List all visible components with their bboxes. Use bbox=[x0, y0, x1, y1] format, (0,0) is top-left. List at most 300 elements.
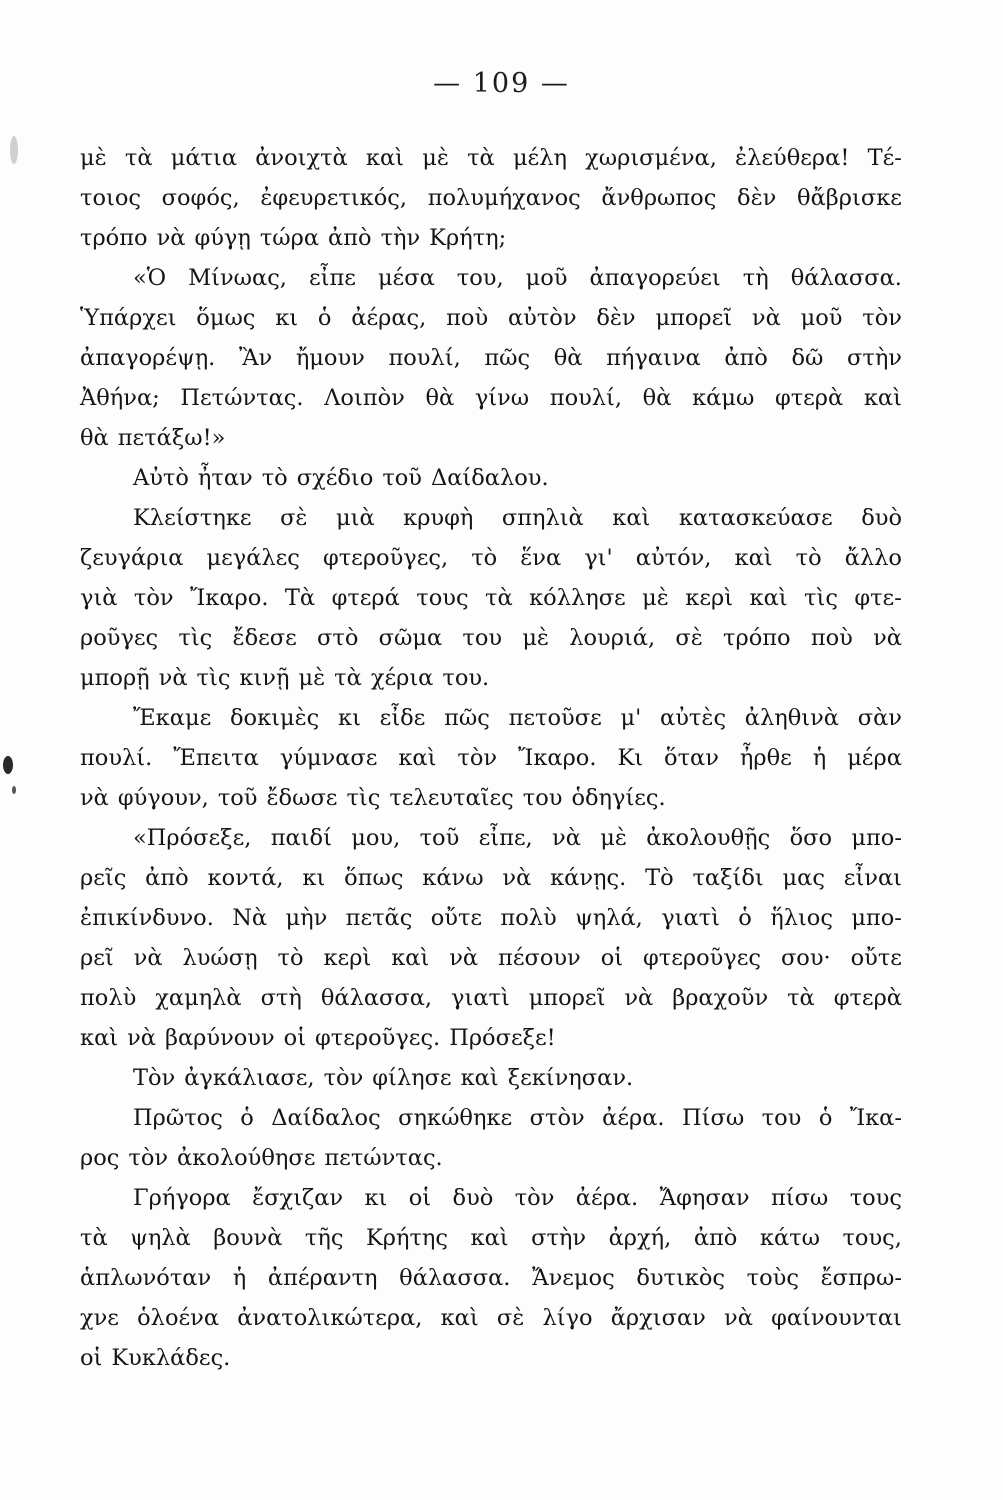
text-line bbox=[80, 1058, 902, 1098]
word: Πρόσεξε! bbox=[449, 1025, 556, 1051]
word: ἀπέραντη bbox=[267, 1265, 378, 1291]
word: λυώσῃ bbox=[182, 945, 258, 971]
word: κρυφὴ bbox=[403, 505, 474, 531]
word: «Ὁ bbox=[133, 265, 167, 291]
word: τὶς bbox=[196, 665, 231, 691]
word: χαμηλὰ bbox=[155, 985, 242, 1011]
word: ὅμως bbox=[196, 305, 256, 331]
word: τους, bbox=[842, 1225, 902, 1251]
word: τὶς bbox=[804, 585, 838, 611]
word: ἀέρας, bbox=[351, 305, 427, 331]
word: τοῦ bbox=[419, 825, 460, 851]
word: κατασκεύασε bbox=[678, 505, 833, 531]
word: καὶ bbox=[365, 145, 405, 171]
word: Κι bbox=[617, 745, 644, 771]
word: μ' bbox=[620, 705, 642, 731]
word: οἱ bbox=[80, 1345, 103, 1371]
word: Ἔπειτα bbox=[173, 745, 259, 771]
word: νὰ bbox=[751, 305, 781, 331]
word: πολὺ bbox=[500, 905, 557, 931]
word: ρος bbox=[80, 1145, 120, 1171]
word: τὶς bbox=[346, 785, 381, 811]
word: τὸν bbox=[128, 1145, 169, 1171]
word: Ἀθήνα; bbox=[80, 385, 160, 411]
text-line bbox=[80, 418, 902, 458]
word: ἀγκάλιασε, bbox=[184, 1065, 315, 1091]
word: καὶ bbox=[80, 1025, 119, 1051]
word: χνε bbox=[80, 1305, 119, 1331]
word: σῶμα bbox=[378, 625, 443, 651]
text-line bbox=[80, 178, 902, 218]
word: ἕνα bbox=[520, 545, 562, 571]
word: οἱ bbox=[283, 1025, 307, 1051]
word: ἡ bbox=[232, 1265, 247, 1291]
word: ψηλά, bbox=[575, 905, 643, 931]
word: Κυκλάδες. bbox=[111, 1345, 231, 1371]
word: βουνὰ bbox=[213, 1225, 283, 1251]
word: ἄλλο bbox=[844, 545, 902, 571]
word: καὶ bbox=[470, 1225, 509, 1251]
text-line bbox=[80, 298, 902, 338]
word: καὶ bbox=[398, 745, 437, 771]
text-line bbox=[80, 658, 902, 698]
word: ἐπικίνδυνο. bbox=[80, 905, 214, 931]
word: τὸ bbox=[277, 945, 304, 971]
word: πουλί, bbox=[388, 345, 461, 371]
word: κάτω bbox=[759, 1225, 820, 1251]
word: ἀνοιχτὰ bbox=[255, 145, 348, 171]
word: ἀπὸ bbox=[328, 225, 372, 251]
word: μὲ bbox=[80, 145, 107, 171]
word: ἔσχιζαν bbox=[252, 1185, 344, 1211]
word: μὴν bbox=[285, 905, 328, 931]
word: Αὐτὸ bbox=[133, 465, 189, 491]
word: δυὸ bbox=[861, 505, 902, 531]
word: σὲ bbox=[496, 1305, 525, 1331]
word: τὴν bbox=[380, 225, 421, 251]
word: Κλείστηκε bbox=[133, 505, 252, 531]
word: μὲ bbox=[600, 825, 627, 851]
word: Μίνωας, bbox=[188, 265, 287, 291]
word: δοκιμὲς bbox=[229, 705, 320, 731]
text-line bbox=[80, 1258, 902, 1298]
word: εἶπε bbox=[308, 265, 356, 291]
word: Πίσω bbox=[682, 1105, 745, 1131]
text-line bbox=[80, 578, 902, 618]
word: τοῦ bbox=[217, 785, 258, 811]
word: πουλί, bbox=[549, 385, 623, 411]
word: γύμνασε bbox=[279, 745, 378, 771]
text-line bbox=[80, 1018, 902, 1058]
word: «Πρόσεξε, bbox=[133, 825, 252, 851]
word: ἥλιος bbox=[770, 905, 833, 931]
word: νὰ bbox=[449, 945, 479, 971]
word: τὸν bbox=[457, 745, 498, 771]
word: θάλασσα. bbox=[790, 265, 902, 291]
word: Λοιπὸν bbox=[324, 385, 405, 411]
word: χέρια bbox=[370, 665, 434, 691]
word: πίσω bbox=[770, 1185, 829, 1211]
word: σοφός, bbox=[161, 185, 240, 211]
word: αὐτὸν bbox=[507, 305, 577, 331]
word: ἀρχή, bbox=[608, 1225, 672, 1251]
word: καὶ bbox=[734, 545, 773, 571]
word: αὐτὲς bbox=[660, 705, 727, 731]
word: ὅταν bbox=[664, 745, 719, 771]
word: θὰ bbox=[80, 425, 109, 451]
word: φτερὰ bbox=[833, 985, 902, 1011]
word: στὸ bbox=[317, 625, 359, 651]
word: νὰ bbox=[133, 945, 163, 971]
word: κι bbox=[302, 865, 326, 891]
word: μου, bbox=[351, 825, 401, 851]
text-line bbox=[80, 698, 902, 738]
word: του bbox=[462, 625, 503, 651]
word: σὲ bbox=[675, 625, 703, 651]
text-line bbox=[80, 938, 902, 978]
word: ὅσο bbox=[789, 825, 833, 851]
word: πετώντας. bbox=[324, 1145, 443, 1171]
word: πῶς bbox=[444, 705, 490, 731]
word: δυτικὸς bbox=[636, 1265, 726, 1291]
word: μπο- bbox=[851, 825, 902, 851]
word: πολυμήχανος bbox=[427, 185, 581, 211]
word: κοντά, bbox=[207, 865, 284, 891]
word: ὁ bbox=[317, 305, 332, 331]
word: θὰ bbox=[642, 385, 672, 411]
word: ἡ bbox=[812, 745, 827, 771]
word: ἀκολούθησε bbox=[177, 1145, 316, 1171]
word: Τέ- bbox=[867, 145, 902, 171]
word: καὶ bbox=[440, 1305, 479, 1331]
word: τὸ bbox=[795, 545, 822, 571]
word: ὁ bbox=[240, 1105, 254, 1131]
text-line bbox=[80, 378, 902, 418]
word: ἀπαγορέψῃ. bbox=[80, 345, 216, 371]
word: του. bbox=[442, 665, 490, 691]
word: φαίνουνται bbox=[771, 1305, 902, 1331]
word: τώρα bbox=[259, 225, 320, 251]
word: μὲ bbox=[642, 585, 669, 611]
word: μπορῇ bbox=[80, 665, 150, 691]
text-line bbox=[80, 738, 902, 778]
text-line bbox=[80, 458, 902, 498]
word: θάλασσα. bbox=[399, 1265, 511, 1291]
word: σὰν bbox=[857, 705, 902, 731]
word: ἀληθινὰ bbox=[744, 705, 839, 731]
word: σὲ bbox=[280, 505, 308, 531]
word: τὰ bbox=[485, 585, 513, 611]
word: μέλη bbox=[512, 145, 567, 171]
word: μοῦ bbox=[800, 305, 843, 331]
word: τὴ bbox=[742, 265, 769, 291]
word: Κρήτη; bbox=[429, 225, 507, 251]
word: ὁ bbox=[818, 1105, 833, 1131]
word: μάτια bbox=[170, 145, 238, 171]
word: λίγο bbox=[542, 1305, 593, 1331]
word: Ἄνεμος bbox=[532, 1265, 615, 1291]
word: καὶ bbox=[749, 585, 788, 611]
word: καὶ bbox=[391, 945, 430, 971]
word: οἱ bbox=[600, 945, 624, 971]
word: καὶ bbox=[863, 385, 902, 411]
word: εἶπε, bbox=[478, 825, 533, 851]
word: του bbox=[761, 1105, 802, 1131]
word: τὸ bbox=[261, 465, 288, 491]
word: ἦταν bbox=[197, 465, 253, 491]
word: νὰ bbox=[80, 785, 109, 811]
word: ἔδωσε bbox=[266, 785, 338, 811]
text-line bbox=[80, 538, 902, 578]
word: θάλασσα, bbox=[320, 985, 433, 1011]
text-line bbox=[80, 1218, 902, 1258]
word: κάνω bbox=[422, 865, 484, 891]
word: τὸ bbox=[471, 545, 498, 571]
word: θὰ bbox=[425, 385, 455, 411]
body-text bbox=[80, 138, 902, 1378]
word: ὁ bbox=[738, 905, 752, 931]
word: γίνω bbox=[474, 385, 530, 411]
word: νὰ bbox=[127, 1025, 156, 1051]
word: τὸν bbox=[514, 1185, 555, 1211]
word: στὴν bbox=[847, 345, 902, 371]
word: νὰ bbox=[158, 665, 188, 691]
word: κι bbox=[364, 1185, 388, 1211]
word: σπηλιὰ bbox=[501, 505, 584, 531]
word: δυὸ bbox=[452, 1185, 494, 1211]
word: τὶς bbox=[178, 625, 213, 651]
word: θἄβρισκε bbox=[797, 185, 902, 211]
text-line bbox=[80, 1178, 902, 1218]
word: γι' bbox=[584, 545, 613, 571]
word: πήγαινα bbox=[606, 345, 701, 371]
word: τοιος bbox=[80, 185, 141, 211]
word: φτερὰ bbox=[774, 385, 844, 411]
word: Κρήτης bbox=[365, 1225, 448, 1251]
word: πέσουν bbox=[498, 945, 581, 971]
word: φτεροῦγες. bbox=[315, 1025, 441, 1051]
word: φτεροῦγες bbox=[643, 945, 762, 971]
word: τελευταῖες bbox=[389, 785, 514, 811]
word: ἀπὸ bbox=[693, 1225, 738, 1251]
text-line bbox=[80, 1338, 902, 1378]
word: Γρήγορα bbox=[133, 1185, 231, 1211]
word: πουλί. bbox=[80, 745, 153, 771]
word: χωρισμένα, bbox=[585, 145, 717, 171]
word: πετοῦσε bbox=[508, 705, 602, 731]
word: καὶ bbox=[612, 505, 651, 531]
text-line bbox=[80, 898, 902, 938]
text-line bbox=[80, 218, 902, 258]
word: γιὰ bbox=[80, 585, 118, 611]
word: ζευγάρια bbox=[80, 545, 184, 571]
text-line bbox=[80, 1138, 902, 1178]
word: καὶ bbox=[460, 1065, 499, 1091]
word: ἔσπρω- bbox=[820, 1265, 902, 1291]
word: δὲν bbox=[737, 185, 777, 211]
word: ἀνατολικώτερα, bbox=[237, 1305, 423, 1331]
word: Ἴκαρο. bbox=[190, 585, 269, 611]
word: τρόπο bbox=[80, 225, 148, 251]
word: βαρύνουν bbox=[164, 1025, 275, 1051]
word: πολὺ bbox=[80, 985, 137, 1011]
word: οὔτε bbox=[430, 905, 483, 931]
word: τὸν bbox=[133, 585, 174, 611]
word: Πρῶτος bbox=[133, 1105, 223, 1131]
word: ψηλὰ bbox=[130, 1225, 191, 1251]
word: ὁλοένα bbox=[137, 1305, 220, 1331]
word: μπορεῖ bbox=[655, 305, 733, 331]
word: νὰ bbox=[724, 1305, 753, 1331]
word: ξεκίνησαν. bbox=[507, 1065, 634, 1091]
word: Πετώντας. bbox=[180, 385, 304, 411]
word: εἶδε bbox=[379, 705, 426, 731]
word: τὰ bbox=[80, 1225, 108, 1251]
word: νὰ bbox=[624, 985, 654, 1011]
word: κινῇ bbox=[239, 665, 290, 691]
word: γιατὶ bbox=[661, 905, 720, 931]
text-line bbox=[80, 258, 902, 298]
page-number: — 109 — bbox=[433, 68, 570, 99]
word: μπο- bbox=[851, 905, 902, 931]
word: στὴ bbox=[260, 985, 302, 1011]
word: ποὺ bbox=[446, 305, 489, 331]
word: Ἔκαμε bbox=[133, 705, 212, 731]
word: μεγάλες bbox=[206, 545, 300, 571]
word: πετάξω!» bbox=[117, 425, 226, 451]
word: ταξίδι bbox=[692, 865, 764, 891]
word: ἀκολουθῇς bbox=[646, 825, 771, 851]
word: ὅπως bbox=[344, 865, 404, 891]
word: πετᾶς bbox=[345, 905, 413, 931]
word: φτερά bbox=[331, 585, 400, 611]
word: τὰ bbox=[787, 985, 815, 1011]
text-line bbox=[80, 1298, 902, 1338]
word: ποὺ bbox=[810, 625, 853, 651]
word: ἀπὸ bbox=[724, 345, 768, 371]
word: κάνῃς. bbox=[550, 865, 627, 891]
word: Ὑπάρχει bbox=[80, 305, 177, 331]
word: αὐτόν, bbox=[635, 545, 712, 571]
word: τρόπο bbox=[723, 625, 791, 651]
text-line bbox=[80, 498, 902, 538]
word: του, bbox=[456, 265, 504, 291]
word: οὔτε bbox=[850, 945, 902, 971]
word: τὸν bbox=[862, 305, 902, 331]
word: τους bbox=[849, 1185, 902, 1211]
word: σηκώθηκε bbox=[398, 1105, 513, 1131]
word: ἀπὸ bbox=[145, 865, 189, 891]
word: φτε- bbox=[854, 585, 902, 611]
word: φύγῃ bbox=[194, 225, 251, 251]
text-line bbox=[80, 338, 902, 378]
word: οἱ bbox=[408, 1185, 432, 1211]
text-line bbox=[80, 978, 902, 1018]
word: εἶναι bbox=[843, 865, 902, 891]
word: κάμω bbox=[692, 385, 755, 411]
word: γιατὶ bbox=[451, 985, 510, 1011]
text-line bbox=[80, 858, 902, 898]
text-line bbox=[80, 138, 902, 178]
word: ὁδηγίες. bbox=[571, 785, 666, 811]
word: ἁπλωνόταν bbox=[80, 1265, 212, 1291]
word: ροῦγες bbox=[80, 625, 159, 651]
word: τοὺς bbox=[746, 1265, 799, 1291]
word: σου· bbox=[780, 945, 831, 971]
word: ἐλεύθερα! bbox=[735, 145, 850, 171]
word: νὰ bbox=[156, 225, 186, 251]
word: μὲ bbox=[522, 625, 550, 651]
word: στὸν bbox=[529, 1105, 585, 1131]
text-line bbox=[80, 618, 902, 658]
word: ἄνθρωπος bbox=[601, 185, 717, 211]
word: ρεῖς bbox=[80, 865, 127, 891]
word: Τὸν bbox=[133, 1065, 176, 1091]
word: τους bbox=[416, 585, 469, 611]
word: ἦρθε bbox=[739, 745, 792, 771]
word: μοῦ bbox=[525, 265, 568, 291]
word: δῶ bbox=[791, 345, 824, 371]
word: μιὰ bbox=[336, 505, 375, 531]
word: παιδί bbox=[270, 825, 332, 851]
word: Ἂν bbox=[238, 345, 273, 371]
word: ἄρχισαν bbox=[610, 1305, 706, 1331]
word: νὰ bbox=[552, 825, 581, 851]
word: τὰ bbox=[124, 145, 153, 171]
word: Δαίδαλος bbox=[271, 1105, 381, 1131]
word: πῶς bbox=[484, 345, 531, 371]
word: στὴν bbox=[531, 1225, 587, 1251]
word: Τὸ bbox=[645, 865, 674, 891]
word: μας bbox=[782, 865, 825, 891]
word: Τὰ bbox=[284, 585, 316, 611]
word: φύγουν, bbox=[117, 785, 209, 811]
word: φτεροῦγες, bbox=[322, 545, 449, 571]
word: Ἴκαρο. bbox=[518, 745, 597, 771]
word: Δαίδαλου. bbox=[430, 465, 549, 491]
word: κερὶ bbox=[685, 585, 734, 611]
word: τὸν bbox=[323, 1065, 364, 1091]
word: μέσα bbox=[377, 265, 435, 291]
word: νὰ bbox=[873, 625, 902, 651]
word: ἀπαγορεύει bbox=[589, 265, 721, 291]
word: βραχοῦν bbox=[672, 985, 769, 1011]
word: κερὶ bbox=[323, 945, 372, 971]
word: ἀέρα. bbox=[602, 1105, 665, 1131]
word: μὲ bbox=[422, 145, 449, 171]
word: ἐφευρετικός, bbox=[260, 185, 407, 211]
word: Νὰ bbox=[232, 905, 268, 931]
word: κι bbox=[275, 305, 299, 331]
word: τοῦ bbox=[382, 465, 422, 491]
word: τῆς bbox=[304, 1225, 344, 1251]
word: κι bbox=[338, 705, 361, 731]
word: δὲν bbox=[596, 305, 636, 331]
word: σχέδιο bbox=[296, 465, 374, 491]
word: ἤμουν bbox=[295, 345, 365, 371]
word: ρεῖ bbox=[80, 945, 114, 971]
word: νὰ bbox=[502, 865, 532, 891]
word: τὰ bbox=[467, 145, 495, 171]
word: μπορεῖ bbox=[528, 985, 606, 1011]
text-line bbox=[80, 778, 902, 818]
word: μὲ bbox=[298, 665, 326, 691]
word: του bbox=[522, 785, 563, 811]
word: Ἴκα- bbox=[849, 1105, 902, 1131]
word: ἔδεσε bbox=[232, 625, 297, 651]
text-line bbox=[80, 818, 902, 858]
word: λουριά, bbox=[569, 625, 656, 651]
